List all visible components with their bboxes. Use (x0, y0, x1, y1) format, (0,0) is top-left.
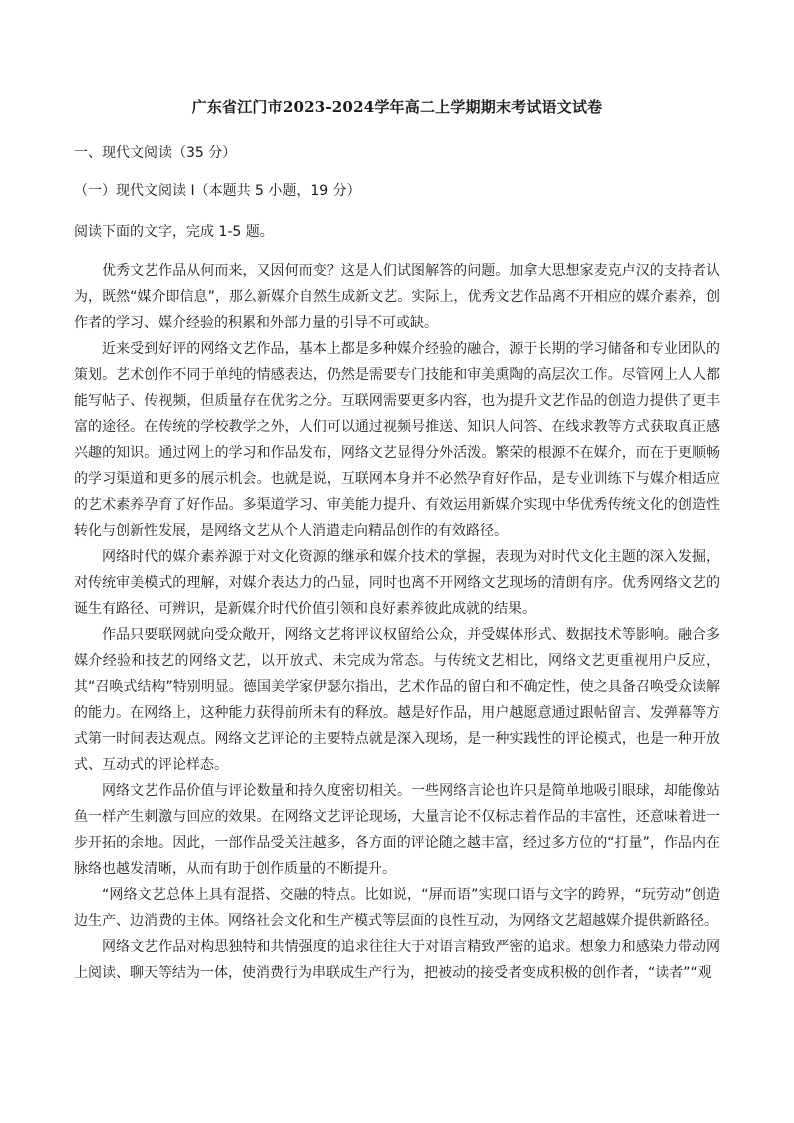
instruction-text: 阅读下面的文字，完成 1-5 题。 (74, 224, 274, 240)
reading-passage (74, 258, 720, 986)
exam-title: 广东省江门市2023-2024学年高二上学期期末考试语文试卷 (191, 98, 603, 116)
paragraph-3: 网络时代的媒介素养源于对文化资源的继承和媒介技术的掌握，表现为对时代文化主题的深入发掘，对传统审美模式的理解，对媒介表达力的凸显，同时也离不开网络文艺现场的清朗有序。优秀网络文艺的诞生有路径、可辨识，是新媒介时代价值引领和良好素养彼此成就的结果。 (74, 549, 720, 617)
paragraph-2: 近来受到好评的网络文艺作品，基本上都是多种媒介经验的融合，源于长期的学习储备和专业团队的策划。艺术创作不同于单纯的情感表达，仍然是需要专门技能和审美熏陶的高层次工作。尽管网上人人都能写帖子、传视频，但质量存在优劣之分。互联网需要更多内容，也为提升文艺作品的创造力提供了更丰富的途径。在传统的学校教学之外，人们可以通过视频号推送、知识人问答、在线求教等方式获取真正感兴趣的知识。通过网上的学习和作品发布，网络文艺显得分外活泼。繁荣的根源不在媒介，而在于更顺畅的学习渠道和更多的展示机会。也就是说，互联网本身并不必然孕育好作品，是专业训练下与媒介相适应的艺术素养孕育了好作品。多渠道学习、审美能力提升、有效运用新媒介实现中华优秀传统文化的创造性转化与创新性发展，是网络文艺从个人消遣走向精品创作的有效路径。 (74, 341, 720, 539)
subsection-heading: （一）现代文阅读 I（本题共 5 小题，19 分） (74, 183, 361, 199)
paragraph-1: 优秀文艺作品从何而来，又因何而变？这是人们试图解答的问题。加拿大思想家麦克卢汉的支持者认为，既然“媒介即信息”，那么新媒介自然生成新文艺。实际上，优秀文艺作品离不开相应的媒介素养，创作者的学习、媒介经验的积累和外部力量的引导不可或缺。 (74, 263, 720, 331)
section-heading: 一、现代文阅读（35 分） (74, 145, 237, 161)
paragraph-4: 作品只要联网就向受众敞开，网络文艺将评议权留给公众，并受媒体形式、数据技术等影响。融合多媒介经验和技艺的网络文艺，以开放式、未完成为常态。与传统文艺相比，网络文艺更重视用户反应，其“召唤式结构”特别明显。德国美学家伊瑟尔指出，艺术作品的留白和不确定性，使之具备召唤受众读解的能力。在网络上，这种能力获得前所未有的释放。越是好作品，用户越愿意通过跟帖留言、发弹幕等方式第一时间表达观点。网络文艺评论的主要特点就是深入现场，是一种实践性的评论模式，也是一种开放式、互动式的评论样态。 (74, 627, 720, 773)
paragraph-5: 网络文艺作品价值与评论数量和持久度密切相关。一些网络言论也许只是简单地吸引眼球，却能像站鱼一样产生刺激与回应的效果。在网络文艺评论现场，大量言论不仅标志着作品的丰富性，还意味着进一步开拓的余地。因此，一部作品受关注越多，各方面的评论随之越丰富，经过多方位的“打量”，作品内在脉络也越发清晰，从而有助于创作质量的不断提升。 (74, 783, 720, 877)
paragraph-6: “网络文艺总体上具有混搭、交融的特点。比如说，“屏而语”实现口语与文字的跨界，“玩劳动”创造边生产、边消费的主体。网络社会文化和生产模式等层面的良性互动，为网络文艺超越媒介提供新路径。 (74, 887, 720, 929)
paragraph-7: 网络文艺作品对构思独特和共情强度的追求往往大于对语言精致严密的追求。想象力和感染力带动网上阅读、聊天等结为一体，使消费行为串联成生产行为，把被动的接受者变成积极的创作者，“读者”“观 (74, 939, 720, 981)
